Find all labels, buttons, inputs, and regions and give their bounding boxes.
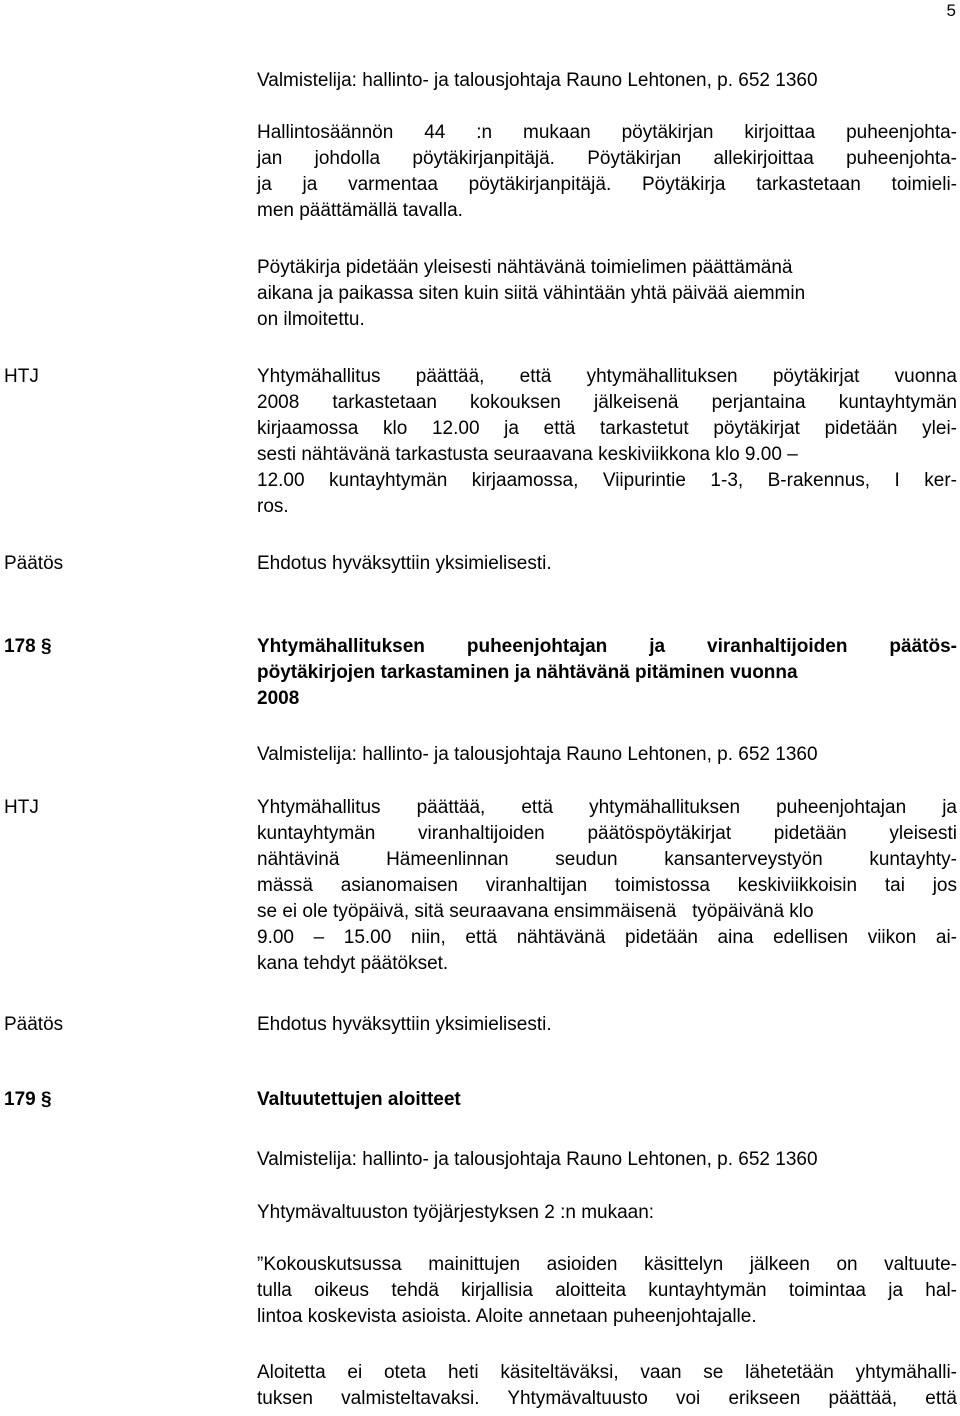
text-line: kana tehdyt päätökset. xyxy=(257,953,449,974)
proposal-label: HTJ xyxy=(4,797,39,818)
text-line: jan johdolla pöytäkirjanpitäjä. Pöytäkirjan allekirjoittaa puheenjohta- xyxy=(257,148,957,169)
section-number: 179 § xyxy=(4,1089,52,1110)
text-line: aikana ja paikassa siten kuin siitä vähintään yhtä päivää aiemmin xyxy=(257,283,806,304)
text-line: kirjaamossa klo 12.00 ja että tarkastetut pöytäkirjat pidetään ylei- xyxy=(257,418,957,439)
text-line: Pöytäkirja pidetään yleisesti nähtävänä toimielimen päättämänä xyxy=(257,257,793,278)
text-line: Yhtymähallitus päättää, että yhtymähallituksen puheenjohtajan ja xyxy=(257,797,957,818)
text-line: Hallintosäännön 44 :n mukaan pöytäkirjan kirjoittaa puheenjohta- xyxy=(257,122,957,143)
title-line: Yhtymähallituksen puheenjohtajan ja viranhaltijoiden päätös- xyxy=(257,636,957,657)
text-line: ros. xyxy=(257,496,289,517)
proposal-paragraph xyxy=(257,364,957,520)
consideration-paragraph xyxy=(257,1360,957,1412)
decision-text: Ehdotus hyväksyttiin yksimielisesti. xyxy=(257,553,552,574)
text-line: sesti nähtävänä tarkastusta seuraavana keskiviikkona klo 9.00 – xyxy=(257,444,798,465)
page-number: 5 xyxy=(946,1,956,20)
text-line: lintoa koskevista asioista. Aloite annetaan puheenjohtajalle. xyxy=(257,1306,757,1327)
text-line: ”Kokouskutsussa mainittujen asioiden käsittelyn jälkeen on valtuute- xyxy=(257,1254,957,1275)
text-line: on ilmoitettu. xyxy=(257,309,365,330)
preparer-line: Valmistelija: hallinto- ja talousjohtaja Rauno Lehtonen, p. 652 1360 xyxy=(257,744,818,765)
rule-reference xyxy=(257,1200,957,1226)
text-line: 12.00 kuntayhtymän kirjaamossa, Viipurintie 1-3, B-rakennus, I ker- xyxy=(257,470,957,491)
section-sign-icon: § xyxy=(40,636,52,657)
quote-paragraph xyxy=(257,1252,957,1330)
text-line: se ei ole työpäivä, sitä seuraavana ensimmäisenä työpäivänä klo xyxy=(257,901,814,922)
text-line: Yhtymävaltuuston työjärjestyksen 2 :n mukaan: xyxy=(257,1202,655,1223)
text-line: nähtävinä Hämeenlinnan seudun kansanterveystyön kuntayhty- xyxy=(257,849,957,870)
text-line: mässä asianomaisen viranhaltijan toimistossa keskiviikkoisin tai jos xyxy=(257,875,957,896)
text-line: Aloitetta ei oteta heti käsiteltäväksi, vaan se lähetetään yhtymähalli- xyxy=(257,1362,957,1383)
decision-label: Päätös xyxy=(4,1014,64,1035)
text-line: kuntayhtymän viranhaltijoiden päätöspöytäkirjat pidetään yleisesti xyxy=(257,823,957,844)
intro-paragraph xyxy=(257,120,957,224)
section-number: 178 § xyxy=(4,636,52,657)
text-line: 2008 tarkastetaan kokouksen jälkeisenä perjantaina kuntayhtymän xyxy=(257,392,957,413)
section-title xyxy=(257,634,957,712)
preparer-line: Valmistelija: hallinto- ja talousjohtaja Rauno Lehtonen, p. 652 1360 xyxy=(257,1149,818,1170)
title-line: pöytäkirjojen tarkastaminen ja nähtävänä pitäminen vuonna xyxy=(257,662,798,683)
proposal-paragraph xyxy=(257,795,957,977)
text-line: men päättämällä tavalla. xyxy=(257,200,463,221)
proposal-label: HTJ xyxy=(4,366,39,387)
decision-text: Ehdotus hyväksyttiin yksimielisesti. xyxy=(257,1014,552,1035)
publication-paragraph xyxy=(257,255,957,333)
text-line: Yhtymähallitus päättää, että yhtymähallituksen pöytäkirjat vuonna xyxy=(257,366,957,387)
text-line: tulla oikeus tehdä kirjallisia aloitteita kuntayhtymän toimintaa ja hal- xyxy=(257,1280,957,1301)
decision-label: Päätös xyxy=(4,553,64,574)
title-line: 2008 xyxy=(257,688,300,709)
title-line: Valtuutettujen aloitteet xyxy=(257,1089,461,1110)
preparer-line: Valmistelija: hallinto- ja talousjohtaja Rauno Lehtonen, p. 652 1360 xyxy=(257,70,818,91)
text-line: tuksen valmisteltavaksi. Yhtymävaltuusto voi erikseen päättää, että xyxy=(257,1388,957,1409)
text-line: 9.00 – 15.00 niin, että nähtävänä pidetään aina edellisen viikon ai- xyxy=(257,927,957,948)
section-sign-icon: § xyxy=(40,1089,52,1110)
section-title xyxy=(257,1087,957,1113)
text-line: ja ja varmentaa pöytäkirjanpitäjä. Pöytäkirja tarkastetaan toimieli- xyxy=(257,174,957,195)
